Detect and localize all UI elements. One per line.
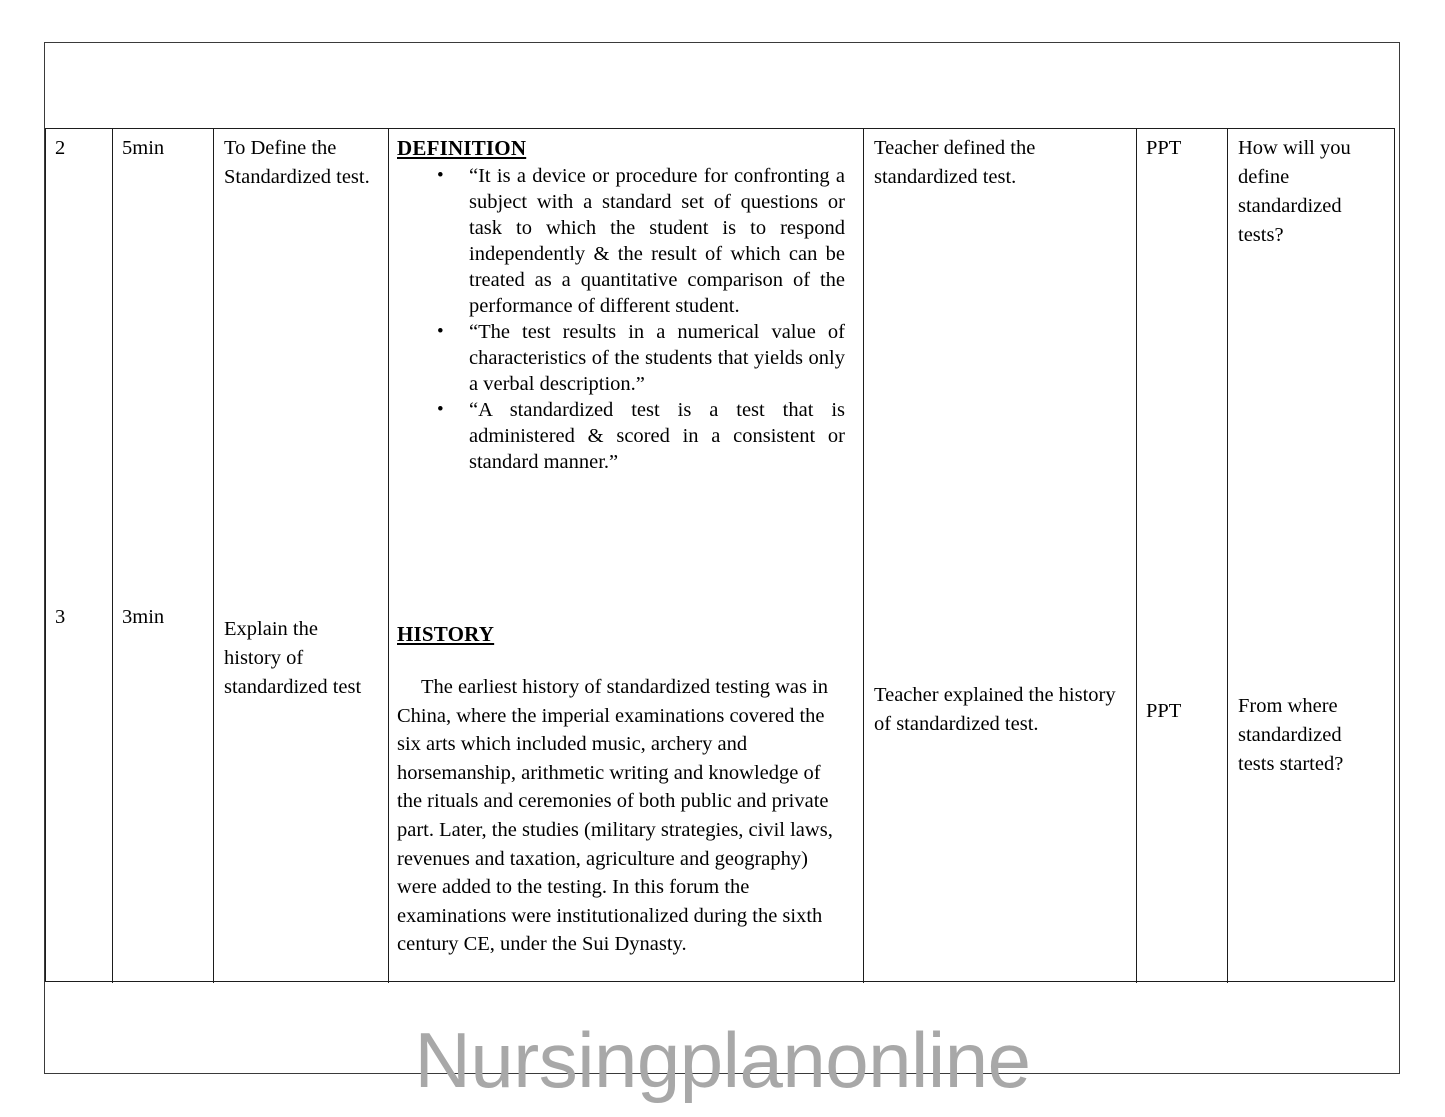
column-separator-5 — [1136, 129, 1137, 983]
bullet-dot-icon: • — [437, 399, 444, 420]
row-serial-number: 2 — [55, 137, 66, 159]
column-separator-2 — [213, 129, 214, 983]
row-time: 3min — [122, 606, 165, 628]
row-teacher-activity: Teacher explained the history of standardized test. — [874, 684, 1116, 735]
list-item — [397, 319, 845, 397]
list-item-text: “The test results in a numerical value of characteristics of the students that yields only a verbal description.” — [469, 321, 845, 395]
watermark-nursingplanonline: Nursingplanonline — [414, 1016, 1031, 1104]
list-item-text: “It is a device or procedure for confronting a subject with a standard set of questions or task to which the student is to respond independently & the result of which can be treated as a quantitative comparison of the performance of different student. — [469, 165, 845, 317]
row-objective: Explain the history of standardized test — [224, 618, 362, 698]
row-serial-number: 3 — [55, 606, 66, 628]
row-av-aids: PPT — [1146, 137, 1182, 159]
history-paragraph: The earliest history of standardized testing was in China, where the imperial examinations covered the six arts which included music, archery and horsemanship, arithmetic writing and knowledge of the rituals and ceremonies of both public and private part. Later, the studies (military strategies, civil laws, revenues and taxation, agriculture and geography) were added to the testing. In this forum the examinations were institutionalized during the sixth century CE, under the Sui Dynasty. — [397, 676, 833, 956]
bullet-dot-icon: • — [437, 321, 444, 342]
row-content — [387, 134, 857, 475]
list-item — [397, 397, 845, 475]
bullet-dot-icon: • — [437, 165, 444, 186]
row-evaluation: How will you define standardized tests? — [1238, 137, 1351, 246]
column-separator-1 — [112, 129, 113, 983]
content-heading-history: HISTORY — [397, 622, 495, 646]
row-evaluation: From where standardized tests started? — [1238, 695, 1344, 775]
row-time: 5min — [122, 137, 165, 159]
definition-bullet-list — [397, 163, 845, 475]
row-objective: To Define the Standardized test. — [224, 137, 370, 188]
column-separator-6 — [1227, 129, 1228, 983]
row-teacher-activity: Teacher defined the standardized test. — [874, 137, 1036, 188]
list-item — [397, 163, 845, 319]
row-content — [387, 620, 857, 959]
content-heading-definition: DEFINITION — [397, 136, 527, 160]
row-av-aids: PPT — [1146, 700, 1182, 722]
column-separator-4 — [863, 129, 864, 983]
list-item-text: “A standardized test is a test that is administered & scored in a consistent or standard manner.” — [469, 399, 845, 473]
